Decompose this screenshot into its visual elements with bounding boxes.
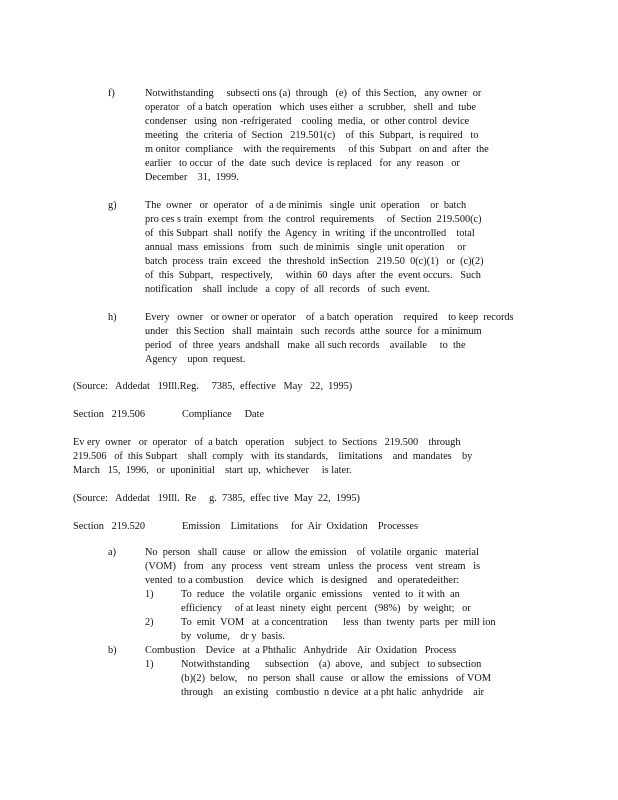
item-b1-line: (b)(2) below, no person shall cause or allow the emissions of VOM [181,673,491,684]
item-a1-line: efficiency of at least ninety eight percent (98%) by weight; or [181,603,471,614]
item-g-line: batch process train exceed the threshold inSection 219.50 0(c)(1) or (c)(2) [145,256,484,267]
source-note: (Source: Addedat 19Ill.Reg. 7385, effective May 22, 1995) [73,381,353,392]
item-h-line: Agency upon request. [145,354,246,365]
item-g-line: pro ces s train exempt from the control requirements of Section 219.500(c) [145,214,482,225]
section-number: Section 219.506 [73,409,146,420]
item-b1-line: Notwithstanding subsection (a) above, and subject to subsection [181,659,482,670]
item-g-line: of this Subpart, respectively, within 60 days after the event occurs. Such [145,270,481,281]
section-title: Compliance Date [182,409,265,420]
item-b1-line: through an existing combustio n device at a pht halic anhydride air [181,687,485,698]
item-a-marker: a) [108,547,116,558]
source-note: (Source: Addedat 19Ill. Re g. 7385, effec tive May 22, 1995) [73,493,360,504]
section-title: Emission Limitations for Air Oxidation Processes [182,521,418,532]
item-g-line: of this Subpart shall notify the Agency in writing if the uncontrolled total [145,228,475,239]
item-f-line: condenser using non -refrigerated cooling media, or other control device [145,116,470,127]
item-a2-line: by volume, dr y basis. [181,631,285,642]
item-a-line: (VOM) from any process vent stream unless the process vent stream is [145,561,481,572]
item-a-line: vented to a combustion device which is designed and operatedeither: [145,575,460,586]
item-h-line: Every owner or owner or operator of a batch operation required to keep records [145,312,514,323]
paragraph-line: March 15, 1996, or uponinitial start up, whichever is later. [73,465,352,476]
item-f-line: meeting the criteria of Section 219.501(c) of this Subpart, is required to [145,130,479,141]
item-f-line: Notwithstanding subsecti ons (a) through (e) of this Section, any owner or [145,88,482,99]
item-f-line: m onitor compliance with the requirements of this Subpart on and after the [145,144,489,155]
item-f-marker: f) [108,88,115,99]
item-b1-marker: 1) [145,659,154,670]
item-g-line: notification shall include a copy of all records of such event. [145,284,431,295]
item-g-marker: g) [108,200,117,211]
item-b-marker: b) [108,645,117,656]
item-f-line: operator of a batch operation which uses either a scrubber, shell and tube [145,102,476,113]
item-f-line: December 31, 1999. [145,172,239,183]
item-h-marker: h) [108,312,117,323]
item-a2-line: To emit VOM at a concentration less than twenty parts per mill ion [181,617,496,628]
item-a2-marker: 2) [145,617,154,628]
paragraph-line: Ev ery owner or operator of a batch operation subject to Sections 219.500 through [73,437,461,448]
item-f-line: earlier to occur of the date such device is replaced for any reason or [145,158,460,169]
item-h-line: under this Section shall maintain such records atthe source for a minimum [145,326,482,337]
item-a1-marker: 1) [145,589,154,600]
item-g-line: The owner or operator of a de minimis single unit operation or batch [145,200,467,211]
item-b-title: Combustion Device at a Phthalic Anhydride Air Oxidation Process [145,645,457,656]
item-h-line: period of three years andshall make all such records available to the [145,340,466,351]
paragraph-line: 219.506 of this Subpart shall comply with its standards, limitations and mandates by [73,451,473,462]
item-a1-line: To reduce the volatile organic emissions vented to it with an [181,589,460,600]
item-a-line: No person shall cause or allow the emission of volatile organic material [145,547,479,558]
item-g-line: annual mass emissions from such de minimis single unit operation or [145,242,466,253]
section-number: Section 219.520 [73,521,146,532]
